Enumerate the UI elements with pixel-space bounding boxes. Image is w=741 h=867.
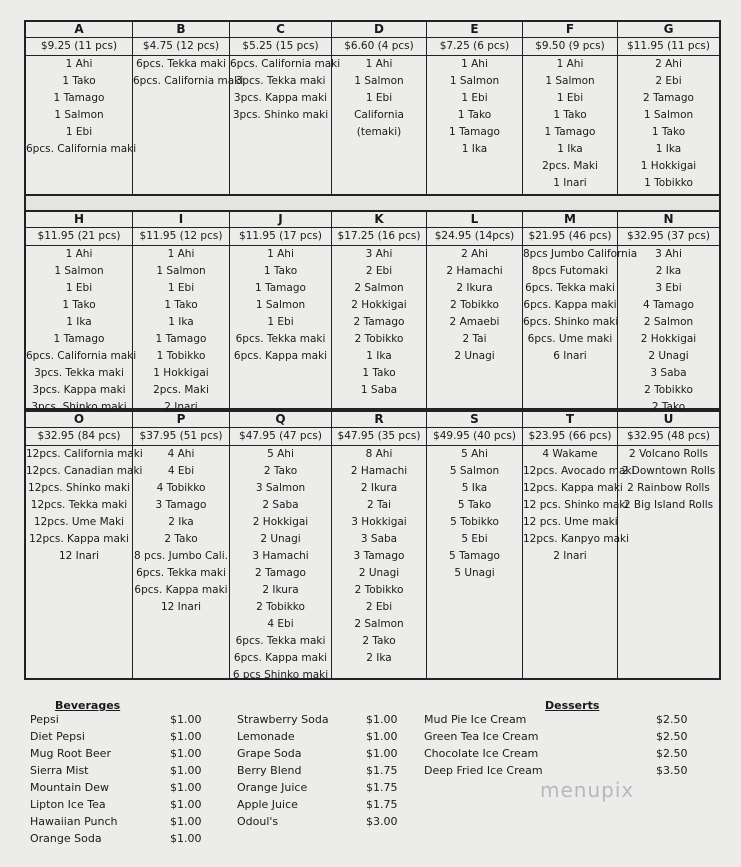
combo-item: 4 Tobikko <box>156 482 206 494</box>
menu-item-price: $1.75 <box>366 781 398 794</box>
beverages-title: Beverages <box>55 699 121 712</box>
combo-item: 1 Hokkigai <box>153 367 209 379</box>
combo-price: $37.95 (51 pcs) <box>133 428 229 446</box>
menu-item-name: Chocolate Ice Cream <box>424 747 539 760</box>
combo-item: 3 Salmon <box>255 482 306 494</box>
combo-price: $9.25 (11 pcs) <box>26 38 132 56</box>
combo-item: 3 Ahi <box>365 248 393 260</box>
combo-item: 1 Ika <box>366 350 392 362</box>
combo-item: 2 Ahi <box>655 58 682 70</box>
combo-letter: M <box>523 212 617 228</box>
combo-item: 1 Hokkigai <box>640 160 697 172</box>
combo-letter: O <box>26 412 132 428</box>
menu-item-name: Apple Juice <box>237 798 298 811</box>
combo-item: 2 Rainbow Rolls <box>627 482 710 494</box>
combo-item: 2 Unagi <box>454 350 495 362</box>
combo-item: 2 Tako <box>164 533 198 545</box>
combo-price: $32.95 (48 pcs) <box>618 428 719 446</box>
combo-item: 2 Ikura <box>360 482 398 494</box>
combo-item: 6pcs. Tekka maki <box>136 567 226 579</box>
menu-item-name: Orange Soda <box>30 832 102 845</box>
combo-item: 2 Ebi <box>365 601 393 613</box>
combo-item: 6pcs. Kappa maki <box>523 299 617 311</box>
combo-letter: T <box>523 412 617 428</box>
combo-item: 1 Ebi <box>267 316 294 328</box>
combo-item: 2 Hamachi <box>446 265 503 277</box>
combo-item: 8 Ahi <box>365 448 393 460</box>
combo-item: 5 Tamago <box>449 550 500 562</box>
menu-item-price: $1.00 <box>170 832 202 845</box>
combo-price: $7.25 (6 pcs) <box>427 38 522 56</box>
combo-item: 5 Ebi <box>461 533 488 545</box>
combo-item: 8pcs Futomaki <box>531 265 609 277</box>
combo-item: 2 Hokkigai <box>640 333 697 345</box>
combo-item: 2 Ika <box>655 265 682 277</box>
combo-column-t <box>523 412 635 678</box>
combo-item: 2 Big Island Rolls <box>623 499 714 511</box>
combo-price: $5.25 (15 pcs) <box>230 38 331 56</box>
combo-price: $32.95 (37 pcs) <box>618 228 719 246</box>
combo-item: 2pcs. Maki <box>153 384 209 396</box>
combo-letter: B <box>133 22 229 38</box>
combo-item: 2 Hamachi <box>350 465 408 477</box>
combo-item: 12pcs. Kappa maki <box>29 533 129 545</box>
combo-item: 5 Unagi <box>454 567 495 579</box>
combo-item: 1 Salmon <box>156 265 206 277</box>
combo-item: 8 pcs. Jumbo Cali. <box>134 550 228 562</box>
menu-item-name: Lipton Ice Tea <box>30 798 106 811</box>
combo-item: 1 Ika <box>655 143 682 155</box>
combo-item: 2 Ikura <box>456 282 493 294</box>
combo-item: 1 Ika <box>66 316 92 328</box>
combo-item: 2 Tako <box>362 635 396 647</box>
combo-letter: J <box>230 212 331 228</box>
combo-letter: I <box>133 212 229 228</box>
combo-item: 12pcs. Ume Maki <box>33 516 125 528</box>
combo-item: 1 Tako <box>164 299 198 311</box>
desserts-title: Desserts <box>545 699 600 712</box>
combo-item: 2 Unagi <box>358 567 400 579</box>
combo-item: 2 Tai <box>366 499 392 511</box>
combo-price: $49.95 (40 pcs) <box>427 428 522 446</box>
combo-price: $21.95 (46 pcs) <box>523 228 617 246</box>
combo-item: 12pcs. Tekka maki <box>30 499 128 511</box>
combo-item: 3pcs. Kappa maki <box>233 92 328 104</box>
menu-item-price: $1.00 <box>366 713 398 726</box>
combo-item: 2 Amaebi <box>449 316 500 328</box>
combo-item: 1 Tako <box>62 75 96 87</box>
combo-column-m <box>523 212 638 408</box>
combo-price: $4.75 (12 pcs) <box>133 38 229 56</box>
combo-column-o <box>26 412 143 678</box>
combo-item: 2 Tobikko <box>354 333 404 345</box>
combo-item: 12 pcs. Shinko maki <box>523 499 629 511</box>
combo-column-s <box>427 412 523 678</box>
combo-item: 1 Ika <box>557 143 583 155</box>
menu-item-price: $1.75 <box>366 764 398 777</box>
menu-item-name: Green Tea Ice Cream <box>424 730 539 743</box>
combo-item: 1 Salmon <box>354 75 404 87</box>
combo-item: 2 Inari <box>553 550 587 562</box>
menu-item-name: Berry Blend <box>237 764 302 777</box>
combo-item: 1 Tamago <box>255 282 306 294</box>
menu-item-name: Orange Juice <box>237 781 308 794</box>
combo-column-c <box>230 22 341 194</box>
combo-item: 2 Salmon <box>354 282 404 294</box>
combo-item: 2 Ahi <box>461 248 488 260</box>
combo-item: 1 Salmon <box>449 75 500 87</box>
watermark-text: menupix <box>540 778 635 802</box>
menu-item-name: Mountain Dew <box>30 781 109 794</box>
combo-item: 1 Ebi <box>65 282 93 294</box>
combo-item: 1 Ahi <box>461 58 488 70</box>
combo-column-b <box>133 22 244 194</box>
combo-item: 1 Tobikko <box>644 177 693 189</box>
combo-item: 2 Tamago <box>255 567 306 579</box>
combo-item: 8pcs Jumbo California <box>523 248 638 260</box>
combo-item: 1 Salmon <box>545 75 595 87</box>
combo-letter: P <box>133 412 229 428</box>
combo-item: 2 Tako <box>651 401 686 413</box>
combo-item: 2 Downtown Rolls <box>621 465 716 477</box>
combo-price: $23.95 (66 pcs) <box>523 428 617 446</box>
combo-grid-row-2 <box>24 210 721 413</box>
combo-price: $47.95 (35 pcs) <box>332 428 426 446</box>
combo-item: 3 Ahi <box>655 248 682 260</box>
combo-column-n <box>618 212 719 413</box>
combo-item: 2 Ebi <box>655 75 682 87</box>
combo-item: 2 Inari <box>164 401 198 413</box>
combo-price: $47.95 (47 pcs) <box>230 428 331 446</box>
combo-letter: F <box>523 22 617 38</box>
combo-letter: R <box>332 412 426 428</box>
menu-item-name: Mud Pie Ice Cream <box>424 713 527 726</box>
menu-item-price: $1.00 <box>366 747 398 760</box>
combo-item: 6pcs. California maki <box>26 143 137 155</box>
combo-column-h <box>26 212 137 413</box>
combo-item: 3pcs. Shinko maki <box>31 401 127 413</box>
menu-item-name: Strawberry Soda <box>237 713 329 726</box>
combo-item: 2pcs. Maki <box>542 160 598 172</box>
combo-item: 1 Ahi <box>65 248 93 260</box>
combo-item: 2 Tobikko <box>256 601 305 613</box>
combo-item: 2 Salmon <box>643 316 694 328</box>
combo-item: 3 Hamachi <box>252 550 309 562</box>
combo-price: $6.60 (4 pcs) <box>332 38 426 56</box>
combo-item: 2 Ikura <box>262 584 299 596</box>
combo-item: 6pcs. Tekka maki <box>235 635 326 647</box>
menu-item-price: $1.00 <box>170 730 202 743</box>
combo-price: $11.95 (17 pcs) <box>230 228 331 246</box>
combo-item: 1 Tamago <box>155 333 207 345</box>
menu-item-price: $1.00 <box>170 798 202 811</box>
combo-item: 1 Tobikko <box>156 350 206 362</box>
combo-item: 1 Tako <box>62 299 96 311</box>
menu-item-name: Lemonade <box>237 730 295 743</box>
combo-item: 6pcs. Tekka maki <box>136 58 226 70</box>
combo-column-r <box>332 412 427 678</box>
combo-column-q <box>230 412 332 681</box>
combo-item: 3pcs. Tekka maki <box>34 367 124 379</box>
combo-grid-row-3 <box>24 410 721 680</box>
combo-item: 1 Salmon <box>643 109 694 121</box>
combo-letter: C <box>230 22 331 38</box>
combo-item: 1 Ahi <box>365 58 393 70</box>
combo-item: 6pcs. Shinko maki <box>523 316 619 328</box>
combo-item: 1 Salmon <box>54 109 104 121</box>
combo-column-j <box>230 212 332 408</box>
menu-item-price: $1.00 <box>170 781 202 794</box>
combo-item: 6pcs. California maki <box>230 58 341 70</box>
combo-item: 5 Tobikko <box>450 516 499 528</box>
menu-item-price: $2.50 <box>656 730 688 743</box>
combo-item: 1 Tako <box>362 367 396 379</box>
combo-item: 1 Tako <box>263 265 298 277</box>
combo-item: 1 Ika <box>168 316 194 328</box>
combo-item: 1 Saba <box>360 384 398 396</box>
combo-item: 2 Tai <box>462 333 487 345</box>
combo-item: 12 pcs. Ume maki <box>523 516 618 528</box>
combo-item: 4 Ebi <box>167 465 195 477</box>
combo-item: 12pcs. Canadian maki <box>26 465 143 477</box>
combo-item: 1 Ebi <box>65 126 93 138</box>
combo-item: 2 Tobikko <box>354 584 404 596</box>
combo-letter: K <box>332 212 426 228</box>
combo-letter: L <box>427 212 522 228</box>
combo-item: 12pcs. Kappa maki <box>523 482 623 494</box>
combo-item: 12 Inari <box>58 550 100 562</box>
combo-price: $32.95 (84 pcs) <box>26 428 132 446</box>
combo-price: $11.95 (12 pcs) <box>133 228 229 246</box>
combo-item: 1 Tako <box>553 109 587 121</box>
combo-price: $17.25 (16 pcs) <box>332 228 426 246</box>
combo-item: 3 Saba <box>650 367 687 379</box>
menu-item-name: Deep Fried Ice Cream <box>424 764 543 777</box>
combo-item: 3pcs. Tekka maki <box>235 75 326 87</box>
combo-item: 2 Tobikko <box>644 384 693 396</box>
combo-item: 6 Inari <box>553 350 587 362</box>
combo-item: 1 Salmon <box>255 299 306 311</box>
combo-grid-row-1 <box>24 20 721 196</box>
combo-item: 1 Tamago <box>53 333 105 345</box>
menu-item-name: Odoul's <box>237 815 279 828</box>
combo-letter: S <box>427 412 522 428</box>
combo-item: 1 Tako <box>457 109 492 121</box>
combo-item: 1 Ebi <box>365 92 393 104</box>
menu-item-name: Pepsi <box>30 713 59 726</box>
combo-price: $24.95 (14pcs) <box>427 228 522 246</box>
combo-column-p <box>133 412 230 678</box>
menu-item-price: $1.00 <box>366 730 398 743</box>
combo-price: $11.95 (21 pcs) <box>26 228 132 246</box>
combo-item: 5 Ika <box>461 482 488 494</box>
combo-item: 4 Ahi <box>167 448 195 460</box>
grid-divider <box>24 196 721 210</box>
combo-letter: Q <box>230 412 331 428</box>
combo-item: 6 pcs Shinko maki <box>232 669 329 681</box>
combo-price: $9.50 (9 pcs) <box>523 38 617 56</box>
menu-item-price: $1.75 <box>366 798 398 811</box>
combo-letter: H <box>26 212 132 228</box>
combo-item: 6pcs. Tekka maki <box>525 282 615 294</box>
menu-item-price: $2.50 <box>656 713 688 726</box>
combo-item: 5 Tako <box>457 499 492 511</box>
combo-item: 12pcs. California maki <box>26 448 143 460</box>
combo-item: 6pcs. Kappa maki <box>134 584 228 596</box>
menu-item-name: Hawaiian Punch <box>30 815 118 828</box>
combo-column-k <box>332 212 427 408</box>
menu-item-price: $1.00 <box>170 713 202 726</box>
combo-item: 6pcs. Ume maki <box>527 333 613 345</box>
combo-column-e <box>427 22 523 194</box>
combo-letter: A <box>26 22 132 38</box>
combo-item: 3 Tamago <box>353 550 405 562</box>
combo-item: 2 Salmon <box>354 618 404 630</box>
combo-item: 1 Ika <box>461 143 488 155</box>
combo-column-a <box>26 22 137 194</box>
combo-letter: D <box>332 22 426 38</box>
combo-item: 3pcs. Shinko maki <box>232 109 329 121</box>
menu-item-price: $1.00 <box>170 747 202 760</box>
combo-item: 6pcs. Kappa maki <box>233 350 328 362</box>
combo-item: 4 Wakame <box>542 448 598 460</box>
combo-item: 5 Ahi <box>461 448 488 460</box>
combo-column-i <box>133 212 230 413</box>
combo-letter: E <box>427 22 522 38</box>
menu-item-price: $1.00 <box>170 815 202 828</box>
combo-item: 5 Ahi <box>267 448 294 460</box>
combo-item: 3pcs. Kappa maki <box>32 384 126 396</box>
combo-item: 3 Tamago <box>155 499 207 511</box>
menu-item-price: $1.00 <box>170 764 202 777</box>
combo-item: 2 Unagi <box>648 350 689 362</box>
combo-item: 5 Salmon <box>449 465 500 477</box>
combo-item: 12 Inari <box>160 601 202 613</box>
combo-item: 1 Ahi <box>167 248 195 260</box>
combo-column-l <box>427 212 523 408</box>
combo-item: 1 Ahi <box>65 58 93 70</box>
combo-item: 1 Salmon <box>54 265 104 277</box>
menu-item-name: Grape Soda <box>237 747 302 760</box>
combo-item: 2 Ebi <box>365 265 393 277</box>
combo-item: 2 Ika <box>366 652 392 664</box>
combo-column-g <box>618 22 719 194</box>
combo-item: 2 Unagi <box>260 533 301 545</box>
combo-item: 1 Tamago <box>53 92 105 104</box>
combo-item: 1 Tamago <box>449 126 500 138</box>
combo-item: 2 Tamago <box>643 92 694 104</box>
combo-item: 1 Inari <box>553 177 587 189</box>
combo-item: 1 Ahi <box>267 248 294 260</box>
combo-column-u <box>618 412 719 678</box>
combo-item: 6pcs. California maki <box>26 350 137 362</box>
combo-item: 6pcs. California maki <box>133 75 244 87</box>
combo-item: 2 Hokkigai <box>252 516 309 528</box>
combo-item: 2 Hokkigai <box>351 299 407 311</box>
combo-item: 2 Saba <box>262 499 299 511</box>
menu-item-name: Mug Root Beer <box>30 747 111 760</box>
combo-item: 1 Ahi <box>556 58 584 70</box>
combo-letter: N <box>618 212 719 228</box>
combo-item: 4 Tamago <box>643 299 694 311</box>
combo-item: (temaki) <box>356 126 402 138</box>
menu-item-price: $3.00 <box>366 815 398 828</box>
combo-column-f <box>523 22 618 194</box>
combo-item: 12pcs. Kanpyo maki <box>523 533 630 545</box>
combo-item: 2 Volcano Rolls <box>629 448 708 460</box>
menu-item-price: $3.50 <box>656 764 688 777</box>
combo-item: 2 Tobikko <box>450 299 499 311</box>
combo-item: 1 Ebi <box>556 92 584 104</box>
combo-item: California <box>354 109 404 121</box>
combo-price: $11.95 (11 pcs) <box>618 38 719 56</box>
combo-item: 3 Saba <box>360 533 398 545</box>
combo-item: 12pcs. Shinko maki <box>28 482 130 494</box>
combo-item: 3 Hokkigai <box>351 516 407 528</box>
combo-item: 1 Ebi <box>167 282 195 294</box>
menu-item-name: Diet Pepsi <box>30 730 85 743</box>
combo-item: 3 Ebi <box>655 282 682 294</box>
combo-letter: G <box>618 22 719 38</box>
combo-column-d <box>332 22 427 194</box>
combo-item: 2 Tamago <box>353 316 405 328</box>
menu-item-price: $2.50 <box>656 747 688 760</box>
combo-item: 4 Ebi <box>267 618 294 630</box>
combo-item: 1 Tako <box>651 126 686 138</box>
combo-item: 6pcs. Kappa maki <box>233 652 328 664</box>
menu-item-name: Sierra Mist <box>30 764 89 777</box>
combo-item: 12pcs. Avocado maki <box>523 465 635 477</box>
combo-letter: U <box>618 412 719 428</box>
combo-item: 6pcs. Tekka maki <box>235 333 326 345</box>
combo-item: 2 Ika <box>168 516 194 528</box>
combo-item: 1 Ebi <box>461 92 488 104</box>
combo-item: 2 Tako <box>263 465 298 477</box>
combo-item: 1 Tamago <box>544 126 596 138</box>
